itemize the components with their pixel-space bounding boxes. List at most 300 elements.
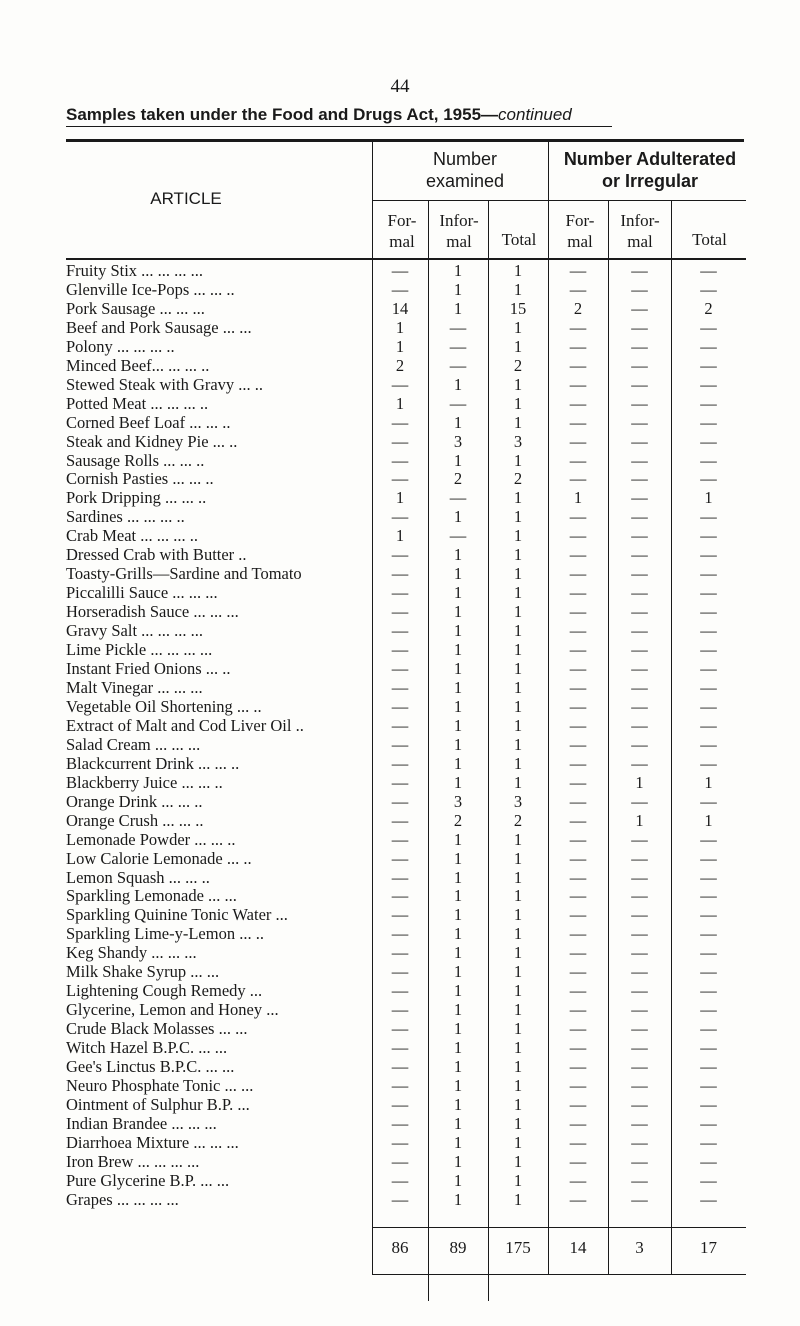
table-row xyxy=(66,338,746,357)
adulterated-formal-cell: — xyxy=(569,545,587,565)
examined-total-cell: 1 xyxy=(513,659,523,679)
adulterated-total-cell: — xyxy=(700,659,717,679)
examined-formal-cell: — xyxy=(391,1000,409,1020)
examined-formal-cell: — xyxy=(391,734,409,754)
adulterated-total-cell: — xyxy=(700,355,717,375)
table-top-rule xyxy=(66,139,744,142)
examined-formal-cell: — xyxy=(391,279,409,299)
examined-formal-cell: — xyxy=(391,867,409,887)
adulterated-informal-cell: — xyxy=(631,924,648,944)
adulterated-total-cell: — xyxy=(700,715,717,735)
adulterated-total-cell: — xyxy=(700,336,717,356)
examined-informal-cell: 1 xyxy=(453,545,463,565)
examined-total-cell: 2 xyxy=(513,469,523,489)
adulterated-formal-cell: — xyxy=(569,469,587,489)
adulterated-formal-cell: — xyxy=(569,1189,587,1209)
adulterated-informal-cell: — xyxy=(631,905,648,925)
adulterated-informal-cell: — xyxy=(631,412,648,432)
table-row xyxy=(66,736,746,755)
examined-total-cell: 2 xyxy=(513,355,523,375)
table-row xyxy=(66,376,746,395)
adulterated-total-cell: — xyxy=(700,886,717,906)
adulterated-formal-cell: — xyxy=(569,886,587,906)
adulterated-formal-cell: — xyxy=(569,412,587,432)
total-adulterated-formal: 14 xyxy=(569,1238,587,1257)
article-name: Crude Black Molasses ... ... xyxy=(66,1020,248,1039)
adulterated-informal-cell: — xyxy=(631,317,648,337)
adulterated-formal-cell: — xyxy=(569,1057,587,1077)
adulterated-formal-cell: — xyxy=(569,336,587,356)
article-name: Potted Meat ... ... ... .. xyxy=(66,394,209,413)
adulterated-formal-cell: — xyxy=(569,317,587,337)
examined-informal-cell: 1 xyxy=(453,677,463,697)
table-row xyxy=(66,660,746,679)
examined-total-cell: 1 xyxy=(513,1019,523,1039)
examined-informal-cell: 1 xyxy=(453,621,463,641)
adulterated-informal-cell: — xyxy=(631,431,648,451)
header-adulterated-formal: For- mal xyxy=(565,211,595,251)
adulterated-informal-cell: — xyxy=(631,374,648,394)
adulterated-total-cell: — xyxy=(700,640,717,660)
article-name: Toasty-Grills—Sardine and Tomato xyxy=(66,565,302,584)
examined-total-cell: 1 xyxy=(513,1170,523,1190)
examined-total-cell: 3 xyxy=(513,791,523,811)
examined-total-cell: 1 xyxy=(513,374,523,394)
examined-formal-cell: — xyxy=(391,962,409,982)
article-name: Keg Shandy ... ... ... xyxy=(66,944,197,963)
examined-informal-cell: 1 xyxy=(453,772,463,792)
adulterated-informal-cell: — xyxy=(631,715,648,735)
header-adulterated-informal: Infor- mal xyxy=(620,211,660,251)
total-examined-informal: 89 xyxy=(449,1238,467,1257)
article-name: Orange Crush ... ... .. xyxy=(66,811,204,830)
adulterated-total-cell: — xyxy=(700,583,717,603)
adulterated-total-cell: — xyxy=(700,981,717,1001)
article-name: Ointment of Sulphur B.P. ... xyxy=(66,1095,250,1114)
adulterated-total-cell: — xyxy=(700,564,717,584)
table-row xyxy=(66,869,746,888)
adulterated-formal-cell: — xyxy=(569,1132,587,1152)
adulterated-informal-cell: — xyxy=(631,526,648,546)
table-row xyxy=(66,1077,746,1096)
adulterated-formal-cell: — xyxy=(569,1151,587,1171)
adulterated-total-cell: — xyxy=(700,867,717,887)
examined-total-cell: 1 xyxy=(513,943,523,963)
examined-informal-cell: — xyxy=(449,336,467,356)
examined-total-cell: 1 xyxy=(513,640,523,660)
examined-total-cell: 1 xyxy=(513,715,523,735)
examined-total-cell: 1 xyxy=(513,621,523,641)
adulterated-formal-cell: — xyxy=(569,1000,587,1020)
adulterated-informal-cell: — xyxy=(631,677,648,697)
examined-informal-cell: 1 xyxy=(453,981,463,1001)
article-name: Sparkling Quinine Tonic Water ... xyxy=(66,906,288,925)
examined-informal-cell: — xyxy=(449,317,467,337)
article-name: Pork Sausage ... ... ... xyxy=(66,299,205,318)
adulterated-total-cell: — xyxy=(700,545,717,565)
examined-formal-cell: — xyxy=(391,1075,409,1095)
examined-formal-cell: — xyxy=(391,602,409,622)
article-name: Piccalilli Sauce ... ... ... xyxy=(66,584,218,603)
table-row xyxy=(66,1096,746,1115)
examined-informal-cell: 3 xyxy=(453,431,463,451)
table-row xyxy=(66,1134,746,1153)
examined-formal-cell: — xyxy=(391,412,409,432)
table-row xyxy=(66,1191,746,1210)
examined-formal-cell: — xyxy=(391,924,409,944)
article-name: Salad Cream ... ... ... xyxy=(66,735,201,754)
adulterated-formal-cell: — xyxy=(569,279,587,299)
examined-informal-cell: 1 xyxy=(453,1151,463,1171)
table-row xyxy=(66,1058,746,1077)
adulterated-informal-cell: 1 xyxy=(635,810,644,830)
adulterated-formal-cell: — xyxy=(569,848,587,868)
examined-informal-cell: 1 xyxy=(453,602,463,622)
examined-total-cell: 1 xyxy=(513,526,523,546)
adulterated-total-cell: — xyxy=(700,943,717,963)
article-name: Indian Brandee ... ... ... xyxy=(66,1114,217,1133)
article-name: Extract of Malt and Cod Liver Oil .. xyxy=(66,716,304,735)
table-row xyxy=(66,508,746,527)
table-row xyxy=(66,489,746,508)
adulterated-informal-cell: — xyxy=(631,298,648,318)
examined-informal-cell: 1 xyxy=(453,507,463,527)
adulterated-informal-cell: — xyxy=(631,507,648,527)
examined-informal-cell: 1 xyxy=(453,583,463,603)
adulterated-formal-cell: — xyxy=(569,374,587,394)
adulterated-total-cell: — xyxy=(700,791,717,811)
adulterated-total-cell: — xyxy=(700,412,717,432)
header-examined-formal: For- mal xyxy=(387,211,417,251)
examined-total-cell: 2 xyxy=(513,810,523,830)
table-row xyxy=(66,584,746,603)
adulterated-informal-cell: — xyxy=(631,583,648,603)
table-row xyxy=(66,565,746,584)
adulterated-total-cell: — xyxy=(700,1075,717,1095)
table-row xyxy=(66,452,746,471)
examined-total-cell: 1 xyxy=(513,261,523,280)
examined-formal-cell: — xyxy=(391,1057,409,1077)
examined-total-cell: 1 xyxy=(513,1113,523,1133)
article-name: Sardines ... ... ... .. xyxy=(66,508,185,527)
adulterated-informal-cell: — xyxy=(631,734,648,754)
adulterated-informal-cell: — xyxy=(631,1075,648,1095)
examined-formal-cell: — xyxy=(391,1019,409,1039)
adulterated-formal-cell: — xyxy=(569,829,587,849)
examined-formal-cell: — xyxy=(391,1094,409,1114)
examined-total-cell: 1 xyxy=(513,564,523,584)
examined-formal-cell: — xyxy=(391,1170,409,1190)
adulterated-formal-cell: — xyxy=(569,1113,587,1133)
examined-formal-cell: — xyxy=(391,469,409,489)
adulterated-total-cell: — xyxy=(700,1000,717,1020)
adulterated-total-cell: — xyxy=(700,753,717,773)
total-examined-formal: 86 xyxy=(391,1238,409,1257)
examined-informal-cell: 1 xyxy=(453,1113,463,1133)
header-article: ARTICLE xyxy=(150,189,222,208)
adulterated-formal-cell: — xyxy=(569,962,587,982)
examined-total-cell: 1 xyxy=(513,507,523,527)
table-row xyxy=(66,774,746,793)
table-row xyxy=(66,963,746,982)
adulterated-formal-cell: — xyxy=(569,981,587,1001)
examined-total-cell: 1 xyxy=(513,545,523,565)
article-name: Sparkling Lemonade ... ... xyxy=(66,887,237,906)
adulterated-formal-cell: — xyxy=(569,355,587,375)
article-name: Pure Glycerine B.P. ... ... xyxy=(66,1171,230,1190)
examined-total-cell: 1 xyxy=(513,488,523,508)
group2-underline xyxy=(548,200,746,201)
examined-formal-cell: — xyxy=(391,1038,409,1058)
total-examined-total: 175 xyxy=(505,1238,531,1257)
table-row xyxy=(66,1001,746,1020)
adulterated-informal-cell: — xyxy=(631,640,648,660)
table-row xyxy=(66,433,746,452)
examined-total-cell: 1 xyxy=(513,753,523,773)
adulterated-total-cell: — xyxy=(700,696,717,716)
examined-informal-cell: 1 xyxy=(453,696,463,716)
examined-formal-cell: — xyxy=(391,772,409,792)
adulterated-formal-cell: — xyxy=(569,659,587,679)
adulterated-formal-cell: — xyxy=(569,772,587,792)
examined-formal-cell: — xyxy=(391,791,409,811)
adulterated-total-cell: — xyxy=(700,469,717,489)
adulterated-informal-cell: — xyxy=(631,1019,648,1039)
adulterated-total-cell: — xyxy=(700,829,717,849)
adulterated-informal-cell: — xyxy=(631,621,648,641)
adulterated-formal-cell: — xyxy=(569,696,587,716)
adulterated-formal-cell: — xyxy=(569,734,587,754)
header-adulterated-total: Total xyxy=(692,230,727,249)
adulterated-informal-cell: — xyxy=(631,1132,648,1152)
adulterated-informal-cell: — xyxy=(631,261,648,280)
examined-formal-cell: — xyxy=(391,848,409,868)
page-number: 44 xyxy=(390,76,410,97)
examined-informal-cell: 1 xyxy=(453,261,463,280)
examined-formal-cell: — xyxy=(391,659,409,679)
examined-total-cell: 1 xyxy=(513,1057,523,1077)
examined-informal-cell: — xyxy=(449,355,467,375)
article-name: Sparkling Lime-y-Lemon ... .. xyxy=(66,925,264,944)
examined-total-cell: 1 xyxy=(513,1038,523,1058)
adulterated-formal-cell: 2 xyxy=(573,298,583,318)
examined-formal-cell: — xyxy=(391,810,409,830)
article-name: Low Calorie Lemonade ... .. xyxy=(66,849,252,868)
adulterated-informal-cell: — xyxy=(631,1170,648,1190)
examined-informal-cell: 1 xyxy=(453,1057,463,1077)
examined-total-cell: 1 xyxy=(513,1132,523,1152)
adulterated-total-cell: — xyxy=(700,261,717,280)
adulterated-informal-cell: — xyxy=(631,1094,648,1114)
examined-informal-cell: 2 xyxy=(453,469,463,489)
adulterated-total-cell: — xyxy=(700,962,717,982)
examined-formal-cell: — xyxy=(391,677,409,697)
article-name: Lemonade Powder ... ... .. xyxy=(66,830,236,849)
examined-total-cell: 1 xyxy=(513,734,523,754)
adulterated-formal-cell: — xyxy=(569,1170,587,1190)
examined-total-cell: 1 xyxy=(513,1189,523,1209)
examined-formal-cell: — xyxy=(391,640,409,660)
adulterated-total-cell: — xyxy=(700,450,717,470)
adulterated-informal-cell: — xyxy=(631,981,648,1001)
examined-formal-cell: — xyxy=(391,1113,409,1133)
examined-informal-cell: 1 xyxy=(453,1132,463,1152)
adulterated-total-cell: — xyxy=(700,602,717,622)
adulterated-formal-cell: — xyxy=(569,867,587,887)
adulterated-total-cell: — xyxy=(700,431,717,451)
adulterated-informal-cell: — xyxy=(631,355,648,375)
examined-formal-cell: 1 xyxy=(395,526,405,546)
table-row xyxy=(66,546,746,565)
adulterated-formal-cell: — xyxy=(569,450,587,470)
adulterated-formal-cell: — xyxy=(569,564,587,584)
adulterated-total-cell: — xyxy=(700,848,717,868)
adulterated-informal-cell: 1 xyxy=(635,772,644,792)
adulterated-total-cell: — xyxy=(700,1151,717,1171)
adulterated-formal-cell: — xyxy=(569,507,587,527)
article-name: Crab Meat ... ... ... .. xyxy=(66,527,198,546)
examined-total-cell: 1 xyxy=(513,412,523,432)
adulterated-informal-cell: — xyxy=(631,336,648,356)
table-row xyxy=(66,470,746,489)
adulterated-informal-cell: — xyxy=(631,867,648,887)
adulterated-formal-cell: — xyxy=(569,1075,587,1095)
article-name: Glenville Ice-Pops ... ... .. xyxy=(66,280,235,299)
examined-informal-cell: 1 xyxy=(453,412,463,432)
examined-informal-cell: 1 xyxy=(453,450,463,470)
examined-total-cell: 1 xyxy=(513,279,523,299)
article-name: Gravy Salt ... ... ... ... xyxy=(66,622,204,641)
table-row xyxy=(66,641,746,660)
header-examined-total: Total xyxy=(501,230,537,249)
examined-informal-cell: 1 xyxy=(453,905,463,925)
adulterated-formal-cell: — xyxy=(569,431,587,451)
adulterated-informal-cell: — xyxy=(631,545,648,565)
adulterated-formal-cell: — xyxy=(569,1019,587,1039)
examined-informal-cell: — xyxy=(449,393,467,413)
table-row xyxy=(66,319,746,338)
header-number-examined: Number examined xyxy=(425,149,505,191)
examined-informal-cell: 1 xyxy=(453,734,463,754)
examined-total-cell: 1 xyxy=(513,1075,523,1095)
table-row xyxy=(66,1115,746,1134)
examined-informal-cell: 1 xyxy=(453,1019,463,1039)
examined-formal-cell: — xyxy=(391,905,409,925)
examined-informal-cell: 1 xyxy=(453,943,463,963)
adulterated-total-cell: — xyxy=(700,317,717,337)
heading-underline xyxy=(66,126,612,127)
group1-underline xyxy=(372,200,556,201)
examined-formal-cell: — xyxy=(391,564,409,584)
adulterated-informal-cell: — xyxy=(631,753,648,773)
adulterated-total-cell: — xyxy=(700,1038,717,1058)
adulterated-formal-cell: — xyxy=(569,583,587,603)
table-row xyxy=(66,925,746,944)
adulterated-formal-cell: 1 xyxy=(573,488,583,508)
adulterated-informal-cell: — xyxy=(631,943,648,963)
examined-informal-cell: 1 xyxy=(453,867,463,887)
table-row xyxy=(66,755,746,774)
adulterated-formal-cell: — xyxy=(569,602,587,622)
adulterated-total-cell: 2 xyxy=(704,298,713,318)
examined-total-cell: 1 xyxy=(513,905,523,925)
article-name: Grapes ... ... ... ... xyxy=(66,1190,179,1209)
adulterated-informal-cell: — xyxy=(631,1038,648,1058)
examined-total-cell: 1 xyxy=(513,393,523,413)
examined-total-cell: 3 xyxy=(513,431,523,451)
adulterated-formal-cell: — xyxy=(569,677,587,697)
article-name: Gee's Linctus B.P.C. ... ... xyxy=(66,1058,235,1077)
examined-informal-cell: 1 xyxy=(453,1170,463,1190)
adulterated-formal-cell: — xyxy=(569,526,587,546)
examined-informal-cell: 1 xyxy=(453,659,463,679)
adulterated-total-cell: — xyxy=(700,507,717,527)
adulterated-total-cell: — xyxy=(700,1019,717,1039)
examined-informal-cell: 1 xyxy=(453,1000,463,1020)
examined-formal-cell: — xyxy=(391,583,409,603)
article-name: Stewed Steak with Gravy ... .. xyxy=(66,375,264,394)
adulterated-total-cell: — xyxy=(700,279,717,299)
adulterated-informal-cell: — xyxy=(631,829,648,849)
examined-formal-cell: 14 xyxy=(391,298,409,318)
examined-total-cell: 1 xyxy=(513,602,523,622)
article-name: Blackberry Juice ... ... .. xyxy=(66,773,223,792)
table-row xyxy=(66,1172,746,1191)
table-row xyxy=(66,395,746,414)
adulterated-formal-cell: — xyxy=(569,791,587,811)
article-name: Minced Beef... ... ... .. xyxy=(66,356,210,375)
adulterated-formal-cell: — xyxy=(569,943,587,963)
examined-total-cell: 1 xyxy=(513,450,523,470)
examined-informal-cell: 1 xyxy=(453,1189,463,1209)
examined-total-cell: 1 xyxy=(513,867,523,887)
adulterated-formal-cell: — xyxy=(569,393,587,413)
examined-informal-cell: 1 xyxy=(453,715,463,735)
adulterated-formal-cell: — xyxy=(569,905,587,925)
table-row xyxy=(66,850,746,869)
examined-total-cell: 1 xyxy=(513,848,523,868)
adulterated-total-cell: 1 xyxy=(704,488,713,508)
adulterated-informal-cell: — xyxy=(631,1151,648,1171)
table-row xyxy=(66,262,746,281)
adulterated-informal-cell: — xyxy=(631,602,648,622)
adulterated-total-cell: — xyxy=(700,374,717,394)
examined-informal-cell: 1 xyxy=(453,886,463,906)
adulterated-informal-cell: — xyxy=(631,886,648,906)
header-examined-informal: Infor- mal xyxy=(439,211,479,251)
adulterated-informal-cell: — xyxy=(631,962,648,982)
examined-formal-cell: — xyxy=(391,981,409,1001)
adulterated-informal-cell: — xyxy=(631,564,648,584)
table-heading xyxy=(66,105,572,125)
adulterated-formal-cell: — xyxy=(569,753,587,773)
adulterated-informal-cell: — xyxy=(631,1057,648,1077)
examined-total-cell: 1 xyxy=(513,924,523,944)
examined-total-cell: 1 xyxy=(513,696,523,716)
adulterated-informal-cell: — xyxy=(631,488,648,508)
examined-formal-cell: — xyxy=(391,829,409,849)
article-name: Corned Beef Loaf ... ... .. xyxy=(66,413,231,432)
table-row xyxy=(66,357,746,376)
article-name: Lime Pickle ... ... ... ... xyxy=(66,641,213,660)
adulterated-informal-cell: — xyxy=(631,1189,648,1209)
examined-formal-cell: 1 xyxy=(395,393,405,413)
examined-informal-cell: 1 xyxy=(453,753,463,773)
article-name: Lemon Squash ... ... .. xyxy=(66,868,210,887)
examined-formal-cell: — xyxy=(391,374,409,394)
adulterated-total-cell: 1 xyxy=(704,772,713,792)
table-row xyxy=(66,812,746,831)
